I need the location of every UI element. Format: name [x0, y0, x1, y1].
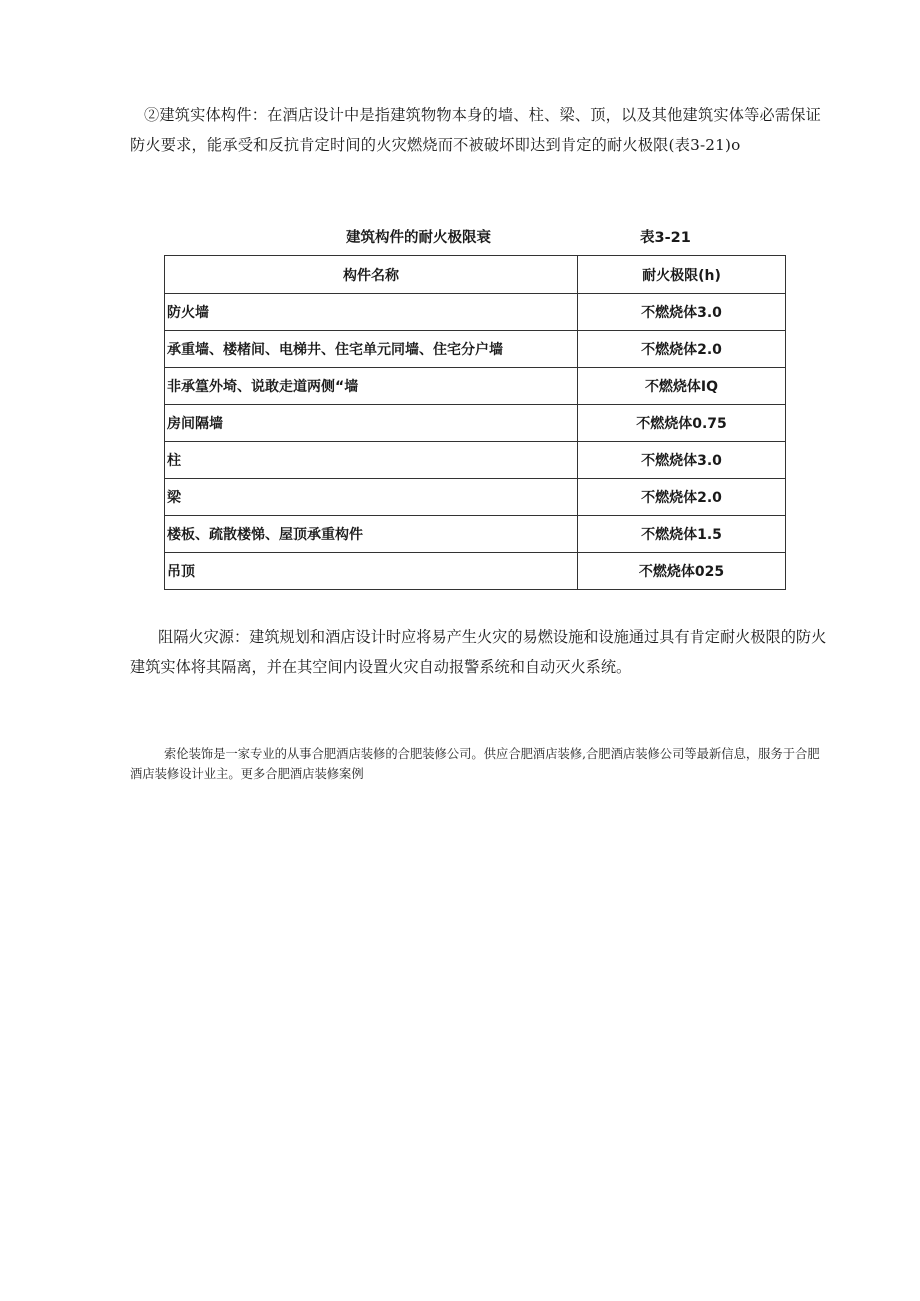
table-row [165, 553, 786, 590]
table-header-row [165, 256, 786, 294]
column-header-component-name: 构件名称 [165, 256, 578, 294]
fire-limit-cell: 不燃烧体2.0 [578, 479, 786, 516]
table-row [165, 516, 786, 553]
component-name-cell: 房间隔墙 [165, 405, 578, 442]
table-row [165, 294, 786, 331]
fire-limit-cell: 不燃烧体0.75 [578, 405, 786, 442]
table-row [165, 368, 786, 405]
component-name-cell: 非承篁外埼、说敢走道两侧“墙 [165, 368, 578, 405]
component-name-cell: 柱 [165, 442, 578, 479]
fire-limit-cell: 不燃烧体IQ [578, 368, 786, 405]
table-row [165, 442, 786, 479]
fire-limit-cell: 不燃烧体1.5 [578, 516, 786, 553]
component-name-cell: 防火墙 [165, 294, 578, 331]
table-number: 表3-21 [640, 230, 691, 246]
component-name-cell: 梁 [165, 479, 578, 516]
table-row [165, 405, 786, 442]
fire-resistance-table [164, 255, 786, 590]
paragraph-isolate-fire-source: 阻隔火灾源：建筑规划和酒店设计时应将易产生火灾的易燃设施和设施通过具有肯定耐火极限的防火建筑实体将其隔离，并在其空间内设置火灾自动报警系统和自动灭火系统。 [130, 628, 827, 676]
fire-limit-cell: 不燃烧体2.0 [578, 331, 786, 368]
column-header-fire-limit: 耐火极限(h) [578, 256, 786, 294]
fire-limit-cell: 不燃烧体025 [578, 553, 786, 590]
fire-limit-cell: 不燃烧体3.0 [578, 442, 786, 479]
table-row [165, 331, 786, 368]
paragraph-building-components: ②建筑实体构件：在酒店设计中是指建筑物物本身的墙、柱、梁、顶，以及其他建筑实体等必需保证防火要求，能承受和反抗肯定时间的火灾燃烧而不被破坏即达到肯定的耐火极限(表3-21)o [130, 106, 822, 154]
table-row [165, 479, 786, 516]
component-name-cell: 承重墙、楼楮间、电梯井、住宅单元同墙、住宅分户墙 [165, 331, 578, 368]
fire-limit-cell: 不燃烧体3.0 [578, 294, 786, 331]
component-name-cell: 吊顶 [165, 553, 578, 590]
footer-company-note: 索伦装饰是一家专业的从事合肥酒店装修的合肥装修公司。供应合肥酒店装修,合肥酒店装修公司等最新信息，服务于合肥酒店装修设计业主。更多合肥酒店装修案例 [130, 747, 820, 781]
table-title: 建筑构件的耐火极限衰 [346, 230, 491, 246]
component-name-cell: 楼板、疏散楼悌、屋顶承重构件 [165, 516, 578, 553]
